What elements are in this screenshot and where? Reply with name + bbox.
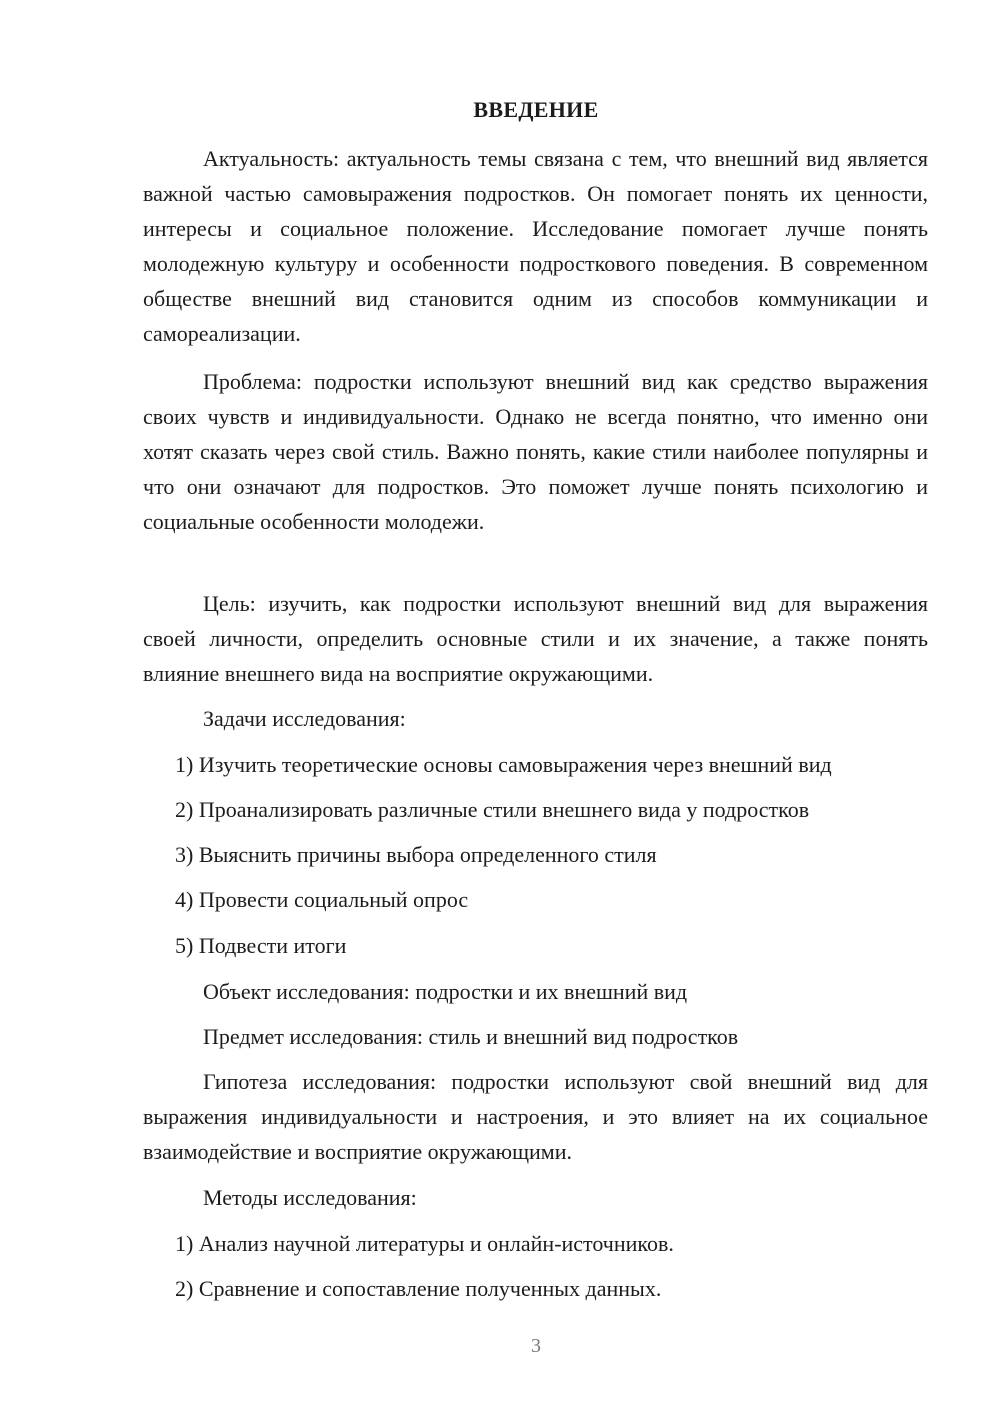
relevance-paragraph-block xyxy=(143,141,928,351)
problem-paragraph: Проблема: подростки используют внешний вид как средство выражения своих чувств и индивидуальности. Однако не всегда понятно, что именно они хотят сказать через свой стиль. Важно понять, какие стили наиболее популярны и что они означают для подростков. Это поможет лучше понять психологию и социальные особенности молодежи. xyxy=(143,369,928,534)
task-item-block xyxy=(143,792,928,827)
method-item-block xyxy=(143,1271,928,1306)
goal-paragraph: Цель: изучить, как подростки используют внешний вид для выражения своей личности, определить основные стили и их значение, а также понять влияние внешнего вида на восприятие окружающими. xyxy=(143,591,928,686)
object-line: Объект исследования: подростки и их внешний вид xyxy=(203,979,688,1004)
tasks-heading: Задачи исследования: xyxy=(203,706,406,731)
task-item-block xyxy=(143,882,928,917)
tasks-heading-block xyxy=(143,701,928,736)
method-item: 2) Сравнение и сопоставление полученных данных. xyxy=(175,1276,662,1301)
task-item: 1) Изучить теоретические основы самовыражения через внешний вид xyxy=(175,752,832,777)
method-item: 1) Анализ научной литературы и онлайн-источников. xyxy=(175,1231,674,1256)
method-item-block xyxy=(143,1226,928,1261)
task-item: 4) Провести социальный опрос xyxy=(175,887,469,912)
subject-line-block xyxy=(143,1019,928,1054)
task-item: 5) Подвести итоги xyxy=(175,933,347,958)
task-item-block xyxy=(143,837,928,872)
task-item: 3) Выяснить причины выбора определенного стиля xyxy=(175,842,657,867)
hypothesis-paragraph: Гипотеза исследования: подростки используют свой внешний вид для выражения индивидуальности и настроения, и это влияет на их социальное взаимодействие и восприятие окружающими. xyxy=(143,1069,928,1164)
relevance-paragraph: Актуальность: актуальность темы связана с тем, что внешний вид является важной частью самовыражения подростков. Он помогает понять их ценности, интересы и социальное положение. Исследование помогает лучше понять молодежную культуру и особенности подросткового поведения. В современном обществе внешний вид становится одним из способов коммуникации и самореализации. xyxy=(143,146,928,346)
methods-heading-block xyxy=(143,1180,928,1215)
problem-paragraph-block xyxy=(143,364,928,539)
methods-heading: Методы исследования: xyxy=(203,1185,417,1210)
task-item: 2) Проанализировать различные стили внешнего вида у подростков xyxy=(175,797,810,822)
page-number: 3 xyxy=(531,1335,541,1357)
hypothesis-paragraph-block xyxy=(143,1064,928,1169)
object-line-block xyxy=(143,974,928,1009)
subject-line: Предмет исследования: стиль и внешний вид подростков xyxy=(203,1024,739,1049)
goal-paragraph-block xyxy=(143,586,928,691)
task-item-block xyxy=(143,747,928,782)
task-item-block xyxy=(143,928,928,963)
page-title: ВВЕДЕНИЕ xyxy=(473,97,599,122)
